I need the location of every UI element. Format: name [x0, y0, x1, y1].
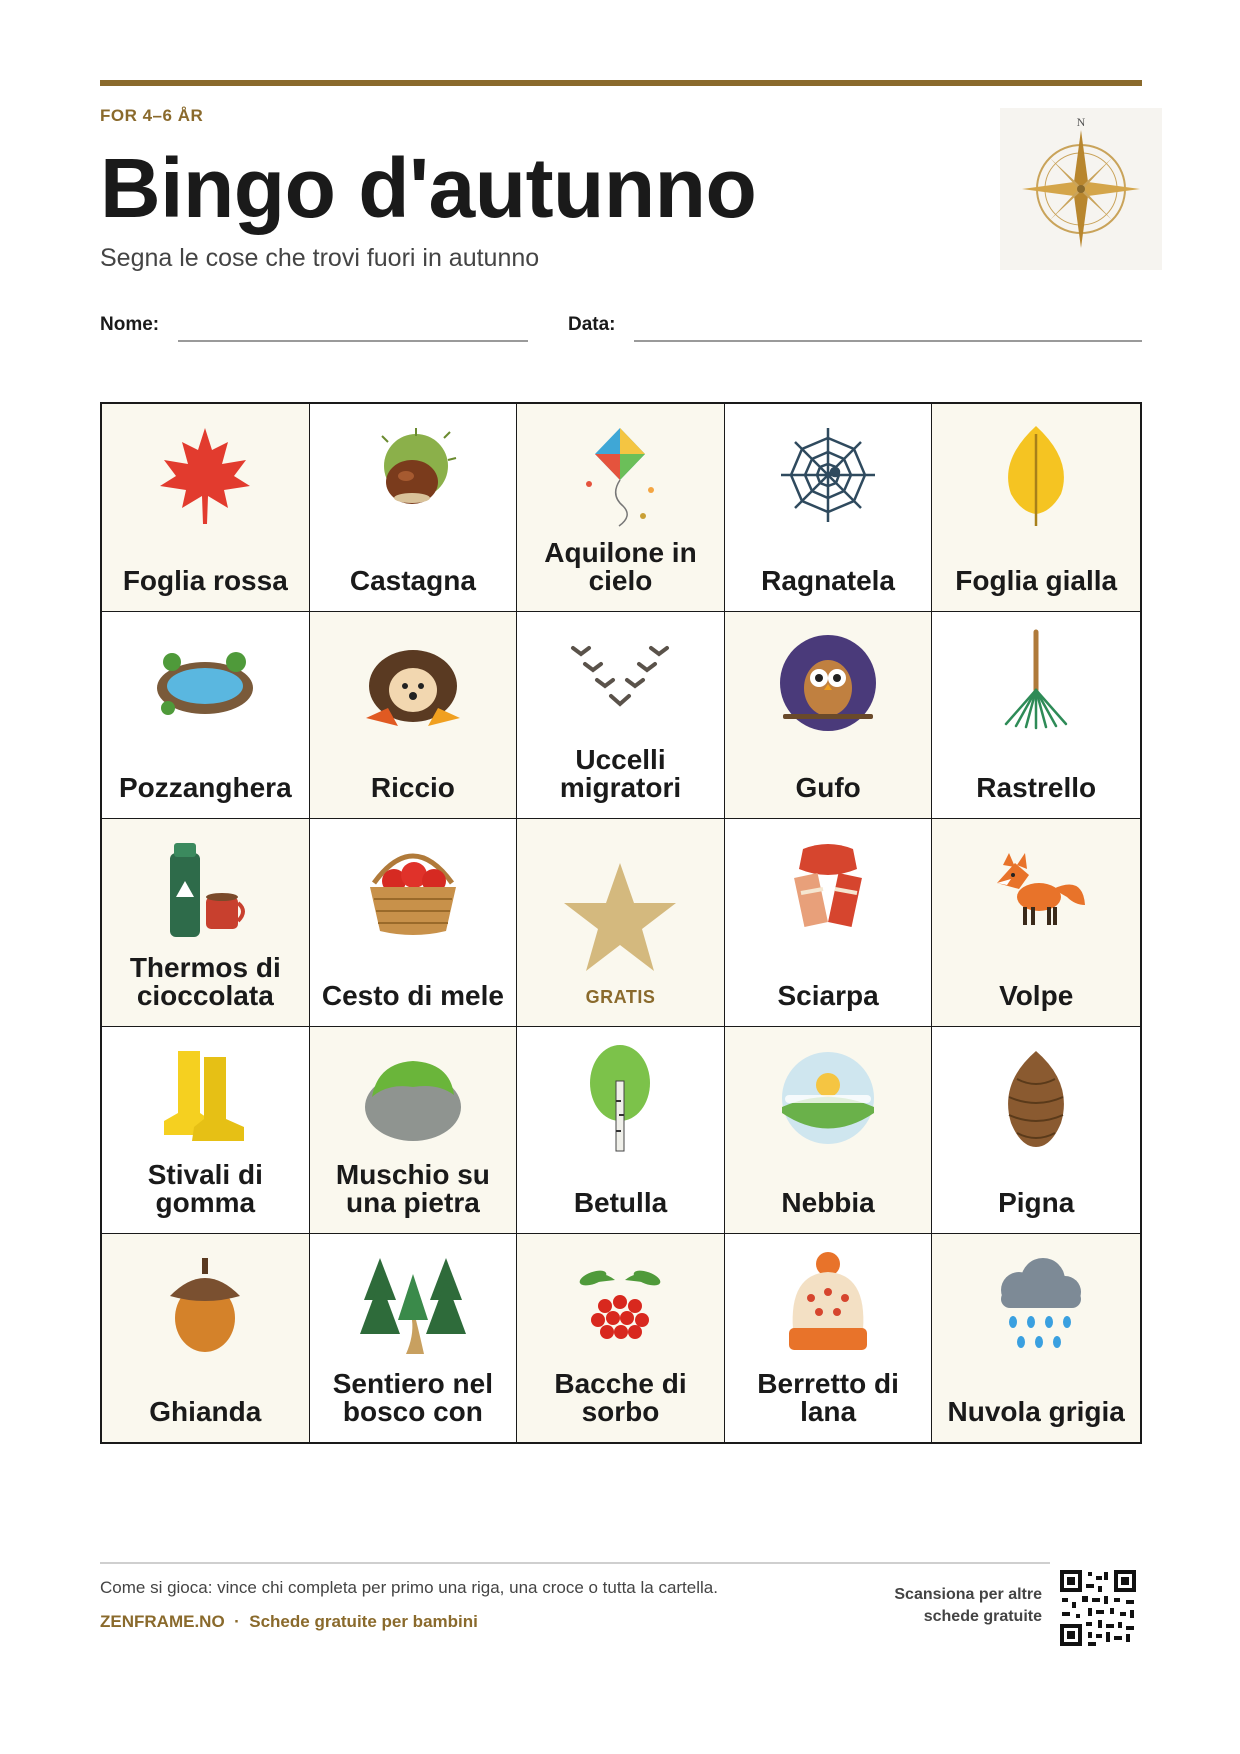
cell-label: Pigna — [998, 1187, 1075, 1219]
bingo-cell[interactable] — [932, 1027, 1140, 1235]
cell-label: Sciarpa — [777, 979, 879, 1011]
puddle-icon — [150, 628, 260, 738]
birch-tree-icon — [565, 1043, 675, 1153]
cell-label: Gufo — [795, 772, 861, 804]
rain-boots-icon — [150, 1043, 260, 1153]
brand-line — [100, 1612, 478, 1632]
bingo-cell[interactable] — [310, 819, 518, 1027]
top-rule — [100, 80, 1142, 86]
acorn-icon — [150, 1250, 260, 1360]
cell-label: Stivali di gomma — [147, 1159, 263, 1219]
brand-link[interactable]: ZENFRAME.NO — [100, 1612, 225, 1631]
rake-icon — [981, 628, 1091, 738]
cell-label: Uccelli migratori — [559, 744, 682, 804]
footer-divider — [100, 1562, 1050, 1564]
yellow-leaf-icon — [981, 420, 1091, 530]
bingo-cell[interactable] — [725, 1234, 933, 1442]
bingo-cell[interactable] — [310, 1027, 518, 1235]
page-title: Bingo d'autunno — [100, 141, 757, 235]
rules-text: Come si gioca: vince chi completa per primo una riga, una croce o tutta la cartella. — [100, 1578, 718, 1597]
bingo-cell[interactable] — [932, 1234, 1140, 1442]
name-label: Nome: — [100, 314, 160, 335]
compass-north-letter: N — [1076, 115, 1086, 129]
cell-label: Berretto di lana — [757, 1368, 899, 1427]
rain-cloud-icon — [981, 1250, 1091, 1360]
cell-label: Bacche di sorbo — [554, 1368, 687, 1427]
bingo-cell[interactable] — [517, 1027, 725, 1235]
bingo-cell[interactable] — [517, 612, 725, 820]
scan-text: Scansiona per altre schede gratuite — [894, 1586, 1042, 1625]
bingo-cell[interactable] — [102, 1234, 310, 1442]
kite-icon — [565, 420, 675, 530]
cell-label: Volpe — [999, 979, 1074, 1011]
scarf-icon — [773, 835, 883, 945]
cell-label: Pozzanghera — [118, 772, 292, 804]
apple-basket-icon — [358, 835, 468, 945]
cell-label: Riccio — [370, 772, 455, 804]
bingo-cell[interactable] — [725, 819, 933, 1027]
mossy-stone-icon — [358, 1043, 468, 1153]
fox-icon — [981, 835, 1091, 945]
hedgehog-icon — [358, 628, 468, 738]
bingo-cell[interactable] — [517, 1234, 725, 1442]
bingo-cell[interactable] — [102, 1027, 310, 1235]
free-star-icon — [562, 859, 678, 975]
bingo-cell[interactable] — [102, 819, 310, 1027]
cell-label: Nebbia — [781, 1187, 875, 1219]
chestnut-icon — [358, 420, 468, 530]
cell-label: Betulla — [573, 1187, 668, 1219]
wool-hat-icon — [773, 1250, 883, 1360]
owl-icon — [773, 628, 883, 738]
cell-label: Foglia rossa — [122, 564, 288, 596]
spider-web-icon — [773, 420, 883, 530]
bingo-cell[interactable] — [725, 404, 933, 612]
cell-label: Castagna — [349, 564, 476, 596]
bingo-cell[interactable] — [310, 612, 518, 820]
bingo-cell[interactable] — [932, 612, 1140, 820]
name-field[interactable] — [178, 340, 528, 342]
cell-label: Foglia gialla — [955, 564, 1118, 596]
cell-label: Sentiero nel bosco con — [332, 1368, 494, 1427]
bingo-cell-free[interactable] — [517, 819, 725, 1027]
bingo-cell[interactable] — [725, 612, 933, 820]
date-field[interactable] — [634, 340, 1142, 342]
brand-separator: · — [234, 1612, 240, 1631]
bingo-card — [100, 402, 1142, 1444]
bingo-cell[interactable] — [310, 1234, 518, 1442]
cell-label: Ghianda — [149, 1396, 262, 1427]
date-label: Data: — [568, 314, 616, 335]
red-maple-leaf-icon — [150, 420, 260, 530]
qr-code-icon[interactable] — [1058, 1568, 1138, 1648]
age-label: FOR 4–6 ÅR — [100, 106, 204, 125]
bingo-cell[interactable] — [102, 612, 310, 820]
compass-icon — [1000, 108, 1162, 270]
page-subtitle: Segna le cose che trovi fuori in autunno — [100, 244, 540, 272]
bingo-cell[interactable] — [310, 404, 518, 612]
cell-label: Muschio su una pietra — [335, 1159, 490, 1219]
bingo-cell[interactable] — [932, 819, 1140, 1027]
thermos-icon — [150, 835, 260, 945]
cell-label: Nuvola grigia — [947, 1396, 1125, 1427]
cell-label: Aquilone in cielo — [544, 536, 697, 596]
free-space-label: GRATIS — [585, 986, 656, 1007]
migrating-birds-icon — [565, 628, 675, 738]
forest-path-icon — [358, 1250, 468, 1360]
pine-cone-icon — [981, 1043, 1091, 1153]
cell-label: Ragnatela — [761, 564, 895, 596]
rowan-berries-icon — [565, 1250, 675, 1360]
fog-landscape-icon — [773, 1043, 883, 1153]
brand-tagline: Schede gratuite per bambini — [249, 1612, 478, 1631]
cell-label: Cesto di mele — [321, 979, 504, 1011]
bingo-cell[interactable] — [102, 404, 310, 612]
bingo-cell[interactable] — [725, 1027, 933, 1235]
bingo-cell[interactable] — [517, 404, 725, 612]
bingo-cell[interactable] — [932, 404, 1140, 612]
cell-label: Rastrello — [976, 772, 1097, 804]
cell-label: Thermos di cioccolata — [129, 951, 281, 1011]
